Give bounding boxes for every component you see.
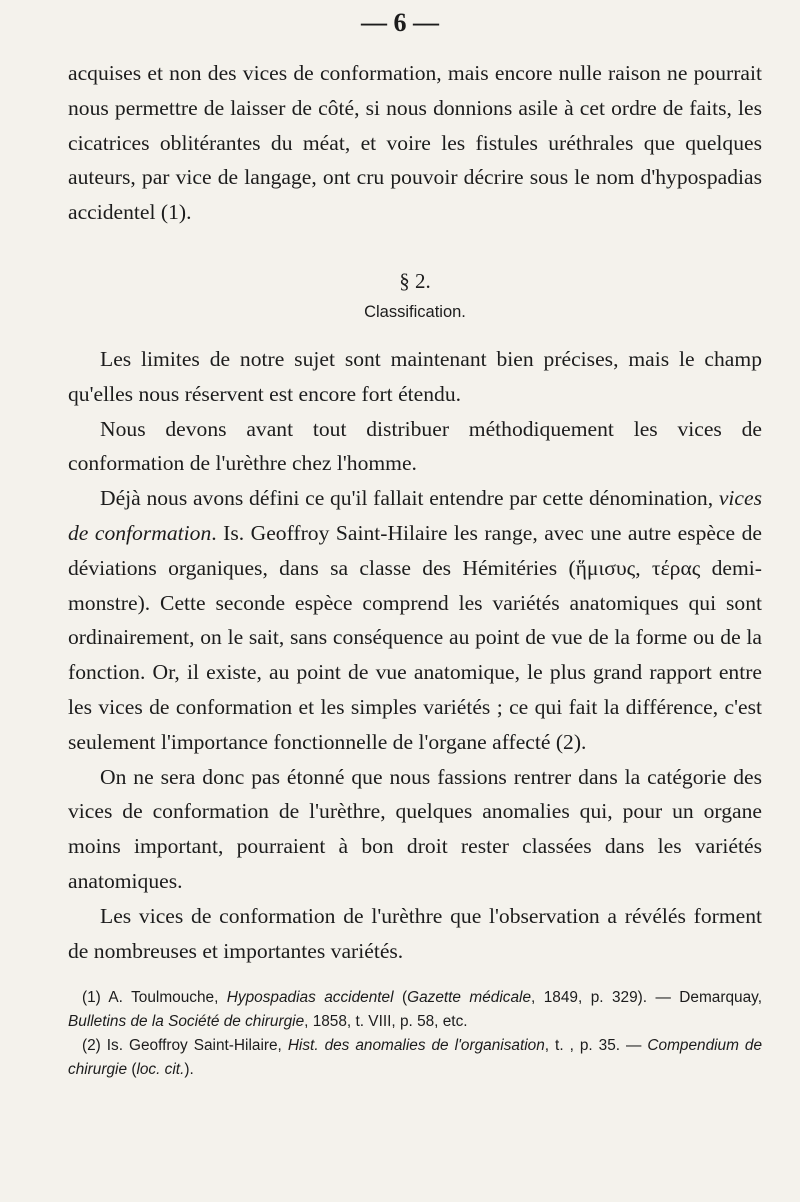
paragraph: Les vices de conformation de l'urèthre que l'observation a révélés forment de nombreuses et importantes variétés. [68,903,762,963]
paragraph-continued: acquises et non des vices de conformation, mais encore nulle raison ne pourrait nous permettre de laisser de côté, si nous donnions asile à cet ordre de faits, les cicatrices oblitérantes du méat, et voire les fistules uréthrales que quelques auteurs, par vice de langage, ont cru pouvoir décrire sous le nom d'hypospadias accidentel (1). [68,61,762,225]
paragraph-emphasis: vices de conformation [68,486,762,545]
paragraph: On ne sera donc pas étonné que nous fassions rentrer dans la catégorie des vices de conformation de l'urèthre, quelques anomalies qui, pour un organe moins important, pourraient à bon droit rester classées dans les variétés anatomiques. [68,764,762,893]
page-body [68,56,762,1082]
page-number: — 6 — [361,8,439,37]
footnote-2: (2) Is. Geoffroy Saint-Hilaire, Hist. des anomalies de l'organisation, t. , p. 35. — Compendium de chirurgie (loc. cit.). [68,1037,763,1079]
paragraph-text: . Is. Geoffroy Saint-Hilaire les range, avec une autre espèce de déviations organiques, dans sa classe des Hémitéries (ἥμισυς, τέρας demi-monstre). Cette seconde espèce comprend les variétés anatomiques qui sont ordinairement, on le sait, sans conséquence au point de vue de la forme ou de la fonction. Or, il existe, au point de vue anatomique, le plus grand rapport entre les vices de conformation et les simples variétés ; ce qui fait la différence, c'est seulement l'importance fonctionnelle de l'organe affecté (2). [68,520,762,754]
paragraph: Les limites de notre sujet sont maintenant bien précises, mais le champ qu'elles nous réservent est encore fort étendu. [68,346,762,406]
paragraph-text: Déjà nous avons défini ce qu'il fallait entendre par cette dénomination, [100,486,714,511]
paragraph [68,481,762,759]
section-number: § 2. [399,268,431,293]
paragraph: Nous devons avant tout distribuer méthodiquement les vices de conformation de l'urèthre chez l'homme. [68,416,762,476]
footnotes [68,986,762,1082]
section-title: Classification. [364,302,466,321]
footnote-1: (1) A. Toulmouche, Hypospadias accidentel (Gazette médicale, 1849, p. 329). — Demarquay, Bulletins de la Société de chirurgie, 1858, t. VIII, p. 58, etc. [68,989,762,1031]
